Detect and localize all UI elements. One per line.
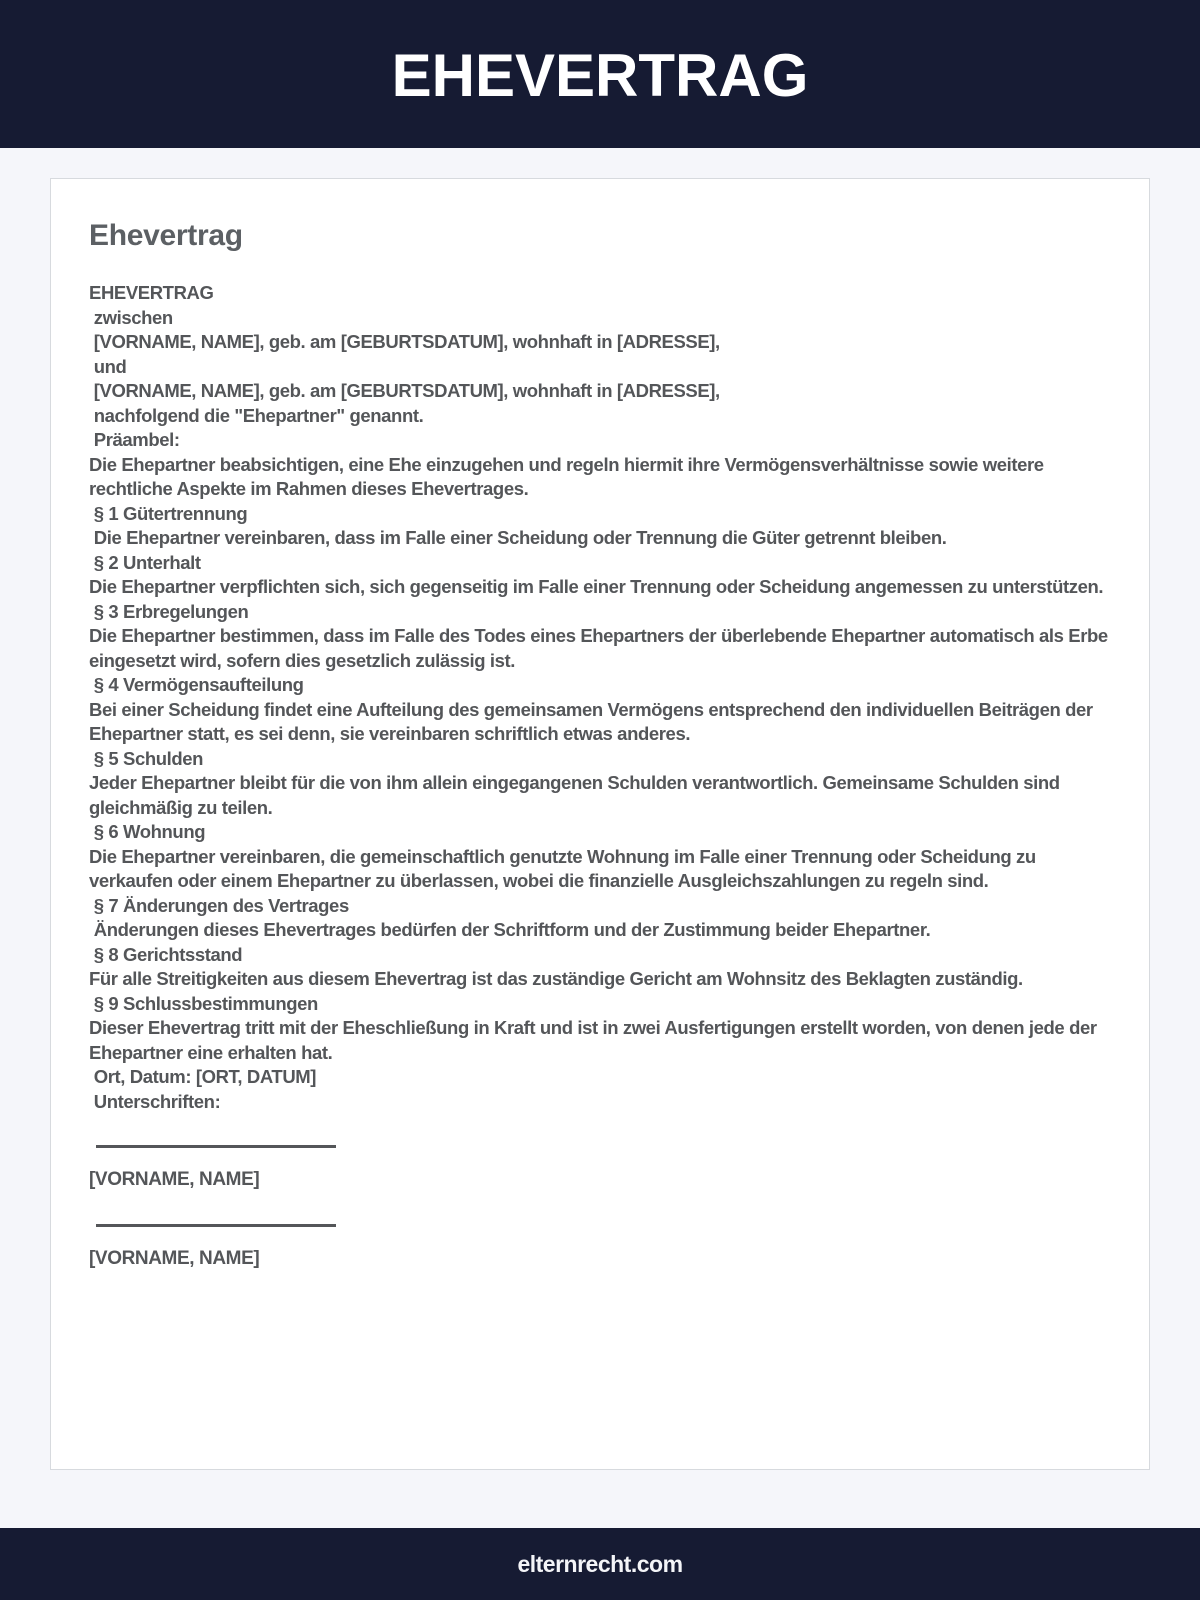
doc-section-heading: § 9 Schlussbestimmungen — [89, 992, 318, 1014]
doc-paragraph: Für alle Streitigkeiten aus diesem Ehevertrag ist das zuständige Gericht am Wohnsitz des Beklagten zuständig. — [89, 968, 1023, 989]
signature-block — [89, 1145, 1111, 1271]
doc-section-heading: § 1 Gütertrennung — [89, 502, 248, 524]
doc-section-heading: § 4 Vermögensaufteilung — [89, 674, 304, 695]
content-area — [0, 148, 1200, 1528]
doc-paragraph: Bei einer Scheidung findet eine Aufteilung des gemeinsamen Vermögens entsprechend den individuellen Beiträgen der Ehepartner statt, es sei denn, sie vereinbaren schriftlich etwas anderes. — [89, 698, 1098, 744]
doc-line: Ort, Datum: [ORT, DATUM] — [89, 1066, 317, 1087]
doc-heading: EHEVERTRAG — [89, 282, 214, 303]
signature-name: [VORNAME, NAME] — [89, 1169, 260, 1190]
doc-paragraph: Jeder Ehepartner bleibt für die von ihm allein eingegangenen Schulden verantwortlich. Gemeinsame Schulden sind gleichmäßig zu teilen. — [89, 772, 1065, 818]
doc-section-heading: § 8 Gerichtsstand — [89, 943, 243, 965]
doc-paragraph: Die Ehepartner bestimmen, dass im Falle des Todes eines Ehepartners der überlebende Ehepartner automatisch als Erbe eingesetzt wird, sofern dies gesetzlich zulässig ist. — [89, 625, 1113, 671]
page-header — [0, 0, 1200, 148]
document-card — [50, 178, 1150, 1470]
doc-paragraph: Dieser Ehevertrag tritt mit der Eheschließung in Kraft und ist in zwei Ausfertigungen erstellt worden, von denen jede der Ehepartner eine erhalten hat. — [89, 1017, 1102, 1063]
signature-line — [96, 1145, 336, 1148]
signature-name: [VORNAME, NAME] — [89, 1247, 260, 1269]
doc-section-heading: § 5 Schulden — [89, 747, 204, 769]
doc-paragraph: Die Ehepartner beabsichtigen, eine Ehe einzugehen und regeln hiermit ihre Vermögensverhältnisse sowie weitere rechtliche Aspekte im Rahmen dieses Ehevertrages. — [89, 453, 1049, 499]
doc-line: Unterschriften: — [89, 1090, 221, 1112]
doc-paragraph: Die Ehepartner vereinbaren, dass im Falle einer Scheidung oder Trennung die Güter getrennt bleiben. — [89, 527, 947, 548]
doc-section-heading: § 3 Erbregelungen — [89, 600, 249, 622]
doc-paragraph: Änderungen dieses Ehevertrages bedürfen der Schriftform und der Zustimmung beider Ehepartner. — [89, 919, 931, 940]
doc-line: Präambel: — [89, 429, 180, 450]
doc-line: und — [89, 355, 127, 377]
footer-site-text: elternrecht.com — [517, 1550, 683, 1577]
doc-paragraph: Die Ehepartner verpflichten sich, sich gegenseitig im Falle einer Trennung oder Scheidung angemessen zu unterstützen. — [89, 576, 1104, 597]
doc-line: [VORNAME, NAME], geb. am [GEBURTSDATUM], wohnhaft in [ADRESSE], — [89, 331, 720, 352]
doc-line: zwischen — [89, 306, 173, 328]
doc-line: [VORNAME, NAME], geb. am [GEBURTSDATUM], wohnhaft in [ADRESSE], — [89, 380, 720, 401]
doc-section-heading: § 2 Unterhalt — [89, 551, 201, 573]
doc-line: nachfolgend die "Ehepartner" genannt. — [89, 404, 424, 426]
doc-section-heading: § 7 Änderungen des Vertrages — [89, 894, 349, 916]
header-title: EHEVERTRAG — [391, 42, 809, 109]
document-title: Ehevertrag — [89, 219, 243, 252]
page-footer — [0, 1528, 1200, 1600]
document-body — [89, 281, 1111, 1271]
doc-section-heading: § 6 Wohnung — [89, 821, 206, 842]
signature-line — [96, 1224, 336, 1227]
doc-paragraph: Die Ehepartner vereinbaren, die gemeinschaftlich genutzte Wohnung im Falle einer Trennung oder Scheidung zu verkaufen oder einem Ehepartner zu überlassen, wobei die finanzielle Ausgleichszahlungen zu regeln sind. — [89, 845, 1041, 891]
